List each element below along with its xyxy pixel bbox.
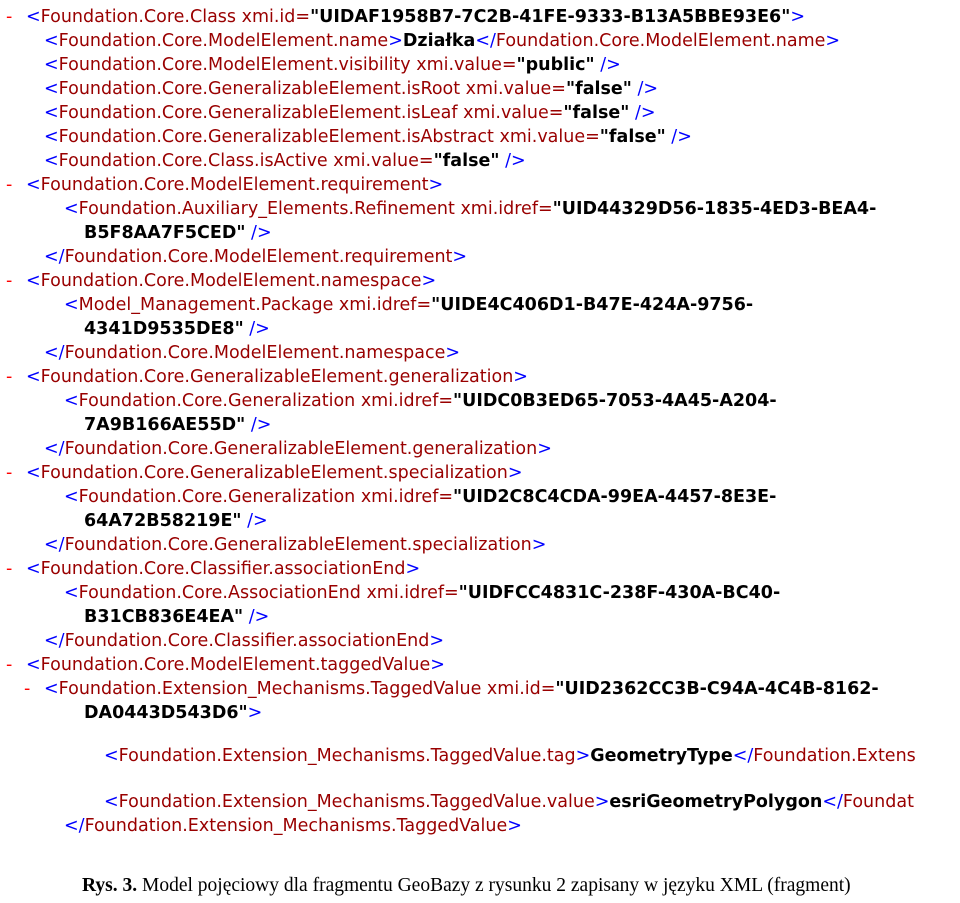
collapse-toggle[interactable]: - xyxy=(6,655,13,675)
xml-tag-name: Foundation.Core.Class xyxy=(40,7,237,27)
xml-tag-name: Foundation.Extension_Mechanisms.TaggedValue.tag xyxy=(118,746,576,766)
xml-line-content xyxy=(44,630,444,652)
xml-punctuation: < xyxy=(26,463,41,483)
xml-attribute: xmi.idref= xyxy=(355,391,454,411)
xml-line-content xyxy=(64,582,780,604)
xml-punctuation: /> xyxy=(665,127,692,147)
caption-label: Rys. 3. xyxy=(82,875,138,896)
collapse-toggle[interactable]: - xyxy=(6,559,13,579)
xml-line-content xyxy=(84,510,268,532)
xml-punctuation: > xyxy=(507,463,523,483)
xml-line-content xyxy=(84,414,271,436)
xml-punctuation: > xyxy=(247,703,263,723)
xml-tag-name: Foundation.Core.ModelElement.namespace xyxy=(40,271,422,291)
xml-punctuation: < xyxy=(64,391,79,411)
xml-punctuation: > xyxy=(575,746,591,766)
xml-punctuation: > xyxy=(445,343,461,363)
xml-attribute: xmi.value= xyxy=(457,103,564,123)
xml-line-content xyxy=(104,791,914,813)
xml-attribute-value: 64A72B58219E" xyxy=(84,511,242,531)
xml-punctuation: </ xyxy=(44,631,65,651)
xml-punctuation: < xyxy=(64,583,79,603)
xml-line-content xyxy=(64,486,776,508)
xml-tag-name: Foundat xyxy=(842,792,914,812)
xml-punctuation: > xyxy=(825,31,841,51)
xml-punctuation: < xyxy=(26,7,41,27)
xml-tag-name: Foundation.Extension_Mechanisms.TaggedValue xyxy=(84,816,508,836)
xml-attribute: xmi.value= xyxy=(410,55,517,75)
xml-attribute-value: "false" xyxy=(565,79,632,99)
xml-punctuation: > xyxy=(513,367,528,387)
xml-punctuation: > xyxy=(790,7,806,27)
xml-line-content xyxy=(44,30,840,52)
collapse-toggle[interactable]: - xyxy=(24,679,31,699)
xml-tag-name: Foundation.Core.Classifier.associationEnd xyxy=(40,559,406,579)
xml-punctuation: > xyxy=(531,535,547,555)
xml-line-content xyxy=(64,198,876,220)
xml-punctuation: > xyxy=(429,631,445,651)
xml-punctuation: </ xyxy=(822,792,843,812)
collapse-toggle[interactable]: - xyxy=(6,175,13,195)
xml-line-content xyxy=(84,222,272,244)
xml-punctuation: < xyxy=(44,103,59,123)
xml-attribute-value: 4341D9535DE8" xyxy=(84,319,244,339)
xml-attribute-value: 7A9B166AE55D" xyxy=(84,415,246,435)
xml-punctuation: > xyxy=(452,247,468,267)
xml-tag-name: Foundation.Core.Generalization xyxy=(78,391,356,411)
xml-tag-name: Foundation.Core.GeneralizableElement.isRoot xyxy=(58,79,461,99)
xml-tag-name: Foundation.Core.Generalization xyxy=(78,487,356,507)
xml-tag-name: Foundation.Extens xyxy=(753,746,916,766)
xml-punctuation: < xyxy=(26,367,41,387)
xml-punctuation: > xyxy=(537,439,552,459)
xml-line-content xyxy=(44,102,656,124)
xml-punctuation: < xyxy=(64,199,79,219)
xml-punctuation: < xyxy=(104,746,119,766)
xml-punctuation: > xyxy=(430,655,445,675)
xml-punctuation: </ xyxy=(44,343,65,363)
xml-line-content xyxy=(64,390,777,412)
xml-tag-name: Foundation.Core.Classifier.associationEnd xyxy=(64,631,430,651)
collapse-toggle[interactable]: - xyxy=(6,271,13,291)
xml-attribute-value: "UID2362CC3B-C94A-4C4B-8162- xyxy=(555,679,879,699)
xml-attribute-value: "UID44329D56-1835-4ED3-BEA4- xyxy=(552,199,877,219)
xml-attribute-value: "UIDFCC4831C-238F-430A-BC40- xyxy=(458,583,781,603)
xml-punctuation: < xyxy=(44,151,59,171)
xml-tag-name: Foundation.Core.ModelElement.taggedValue xyxy=(40,655,431,675)
xml-line-content xyxy=(44,126,692,148)
xml-punctuation: > xyxy=(388,31,403,51)
xml-punctuation: /> xyxy=(499,151,526,171)
xml-line-content xyxy=(26,558,420,580)
xml-punctuation: > xyxy=(421,271,437,291)
xml-attribute-value: "false" xyxy=(433,151,500,171)
xml-tag-name: Foundation.Core.GeneralizableElement.specialization xyxy=(64,535,532,555)
xml-punctuation: < xyxy=(64,487,79,507)
xml-punctuation: /> xyxy=(631,79,659,99)
xml-punctuation: > xyxy=(428,175,444,195)
xml-line-content xyxy=(64,815,522,837)
xml-punctuation: /> xyxy=(243,607,270,627)
xml-tag-name: Foundation.Core.Class.isActive xyxy=(58,151,328,171)
xml-punctuation: </ xyxy=(44,535,65,555)
xml-attribute: xmi.id= xyxy=(481,679,556,699)
xml-attribute-value: B31CB836E4EA" xyxy=(84,607,244,627)
xml-tag-name: Foundation.Core.ModelElement.requirement xyxy=(64,247,453,267)
figure-caption xyxy=(82,873,851,899)
xml-tag-name: Foundation.Core.ModelElement.requirement xyxy=(40,175,429,195)
xml-attribute: xmi.value= xyxy=(327,151,434,171)
xml-tag-name: Model_Management.Package xyxy=(78,295,334,315)
xml-attribute: xmi.idref= xyxy=(360,583,459,603)
xml-attribute: xmi.idref= xyxy=(333,295,432,315)
xml-attribute: xmi.id= xyxy=(236,7,311,27)
xml-tag-name: Foundation.Core.ModelElement.name xyxy=(495,31,826,51)
xml-line-content xyxy=(26,462,523,484)
xml-attribute-value: DA0443D543D6" xyxy=(84,703,248,723)
xml-attribute: xmi.value= xyxy=(493,127,600,147)
xml-tag-name: Foundation.Extension_Mechanisms.TaggedValue.value xyxy=(118,792,595,812)
xml-tag-name: Foundation.Core.GeneralizableElement.generalization xyxy=(40,367,514,387)
xml-line-content xyxy=(44,678,879,700)
xml-tag-name: Foundation.Core.AssociationEnd xyxy=(78,583,361,603)
xml-attribute-value: "UIDC0B3ED65-7053-4A45-A204- xyxy=(453,391,777,411)
xml-line-content xyxy=(26,654,445,676)
xml-punctuation: < xyxy=(26,655,41,675)
xml-punctuation: /> xyxy=(245,223,272,243)
xml-tag-name: Foundation.Core.ModelElement.namespace xyxy=(64,343,446,363)
xml-line-content xyxy=(44,342,460,364)
xml-attribute-value: "false" xyxy=(563,103,630,123)
xml-punctuation: </ xyxy=(64,816,85,836)
xml-line-content xyxy=(44,78,658,100)
xml-attribute-value: "public" xyxy=(516,55,595,75)
xml-tag-name: Foundation.Core.GeneralizableElement.isAbstract xyxy=(58,127,494,147)
xml-line-content xyxy=(26,6,805,28)
xml-punctuation: < xyxy=(44,679,59,699)
xml-punctuation: > xyxy=(594,792,610,812)
xml-tag-name: Foundation.Core.ModelElement.name xyxy=(58,31,389,51)
xml-line-content xyxy=(44,54,621,76)
xml-tag-name: Foundation.Auxiliary_Elements.Refinement xyxy=(78,199,455,219)
xml-tag-name: Foundation.Extension_Mechanisms.TaggedValue xyxy=(58,679,482,699)
caption-text: Model pojęciowy dla fragmentu GeoBazy z rysunku 2 zapisany w języku XML (fragment) xyxy=(137,875,851,896)
xml-attribute-value: B5F8AA7F5CED" xyxy=(84,223,246,243)
xml-punctuation: </ xyxy=(475,31,496,51)
xml-attribute-value: "UIDAF1958B7-7C2B-41FE-9333-B13A5BBE93E6" xyxy=(310,7,791,27)
xml-line-content xyxy=(84,606,269,628)
xml-text: Działka xyxy=(402,31,476,51)
xml-punctuation: /> xyxy=(594,55,621,75)
xml-line-content xyxy=(44,150,526,172)
collapse-toggle[interactable]: - xyxy=(6,367,13,387)
xml-text: esriGeometryPolygon xyxy=(609,792,823,812)
xml-tag-name: Foundation.Core.GeneralizableElement.isLeaf xyxy=(58,103,458,123)
xml-tag-name: Foundation.Core.ModelElement.visibility xyxy=(58,55,411,75)
xml-attribute-value: "UID2C8C4CDA-99EA-4457-8E3E- xyxy=(453,487,777,507)
xml-punctuation: </ xyxy=(44,247,65,267)
xml-line-content xyxy=(104,745,916,767)
xml-punctuation: < xyxy=(104,792,119,812)
xml-punctuation: < xyxy=(44,31,59,51)
xml-punctuation: < xyxy=(26,559,41,579)
xml-punctuation: /> xyxy=(629,103,656,123)
xml-attribute: xmi.idref= xyxy=(454,199,553,219)
xml-punctuation: < xyxy=(26,271,41,291)
xml-line-content xyxy=(44,246,467,268)
xml-line-content xyxy=(44,438,552,460)
xml-punctuation: < xyxy=(44,127,59,147)
xml-line-content xyxy=(26,270,436,292)
xml-punctuation: > xyxy=(507,816,522,836)
xml-line-content xyxy=(64,294,753,316)
xml-attribute: xmi.idref= xyxy=(355,487,454,507)
xml-punctuation: < xyxy=(44,79,59,99)
xml-attribute: xmi.value= xyxy=(460,79,566,99)
xml-punctuation: < xyxy=(26,175,41,195)
xml-tag-name: Foundation.Core.GeneralizableElement.specialization xyxy=(40,463,508,483)
xml-tag-name: Foundation.Core.GeneralizableElement.generalization xyxy=(64,439,538,459)
xml-line-content xyxy=(84,318,270,340)
xml-punctuation: < xyxy=(44,55,59,75)
xml-line-content xyxy=(84,702,262,724)
xml-punctuation: /> xyxy=(243,319,270,339)
xml-punctuation: /> xyxy=(241,511,268,531)
xml-line-content xyxy=(44,534,546,556)
xml-line-content xyxy=(26,366,528,388)
xml-punctuation: > xyxy=(405,559,421,579)
collapse-toggle[interactable]: - xyxy=(6,463,13,483)
xml-punctuation: < xyxy=(64,295,79,315)
xml-attribute-value: "false" xyxy=(599,127,666,147)
xml-punctuation: </ xyxy=(732,746,754,766)
xml-attribute-value: "UIDE4C406D1-B47E-424A-9756- xyxy=(431,295,754,315)
xml-punctuation: </ xyxy=(44,439,65,459)
xml-line-content xyxy=(26,174,443,196)
collapse-toggle[interactable]: - xyxy=(6,7,13,27)
xml-punctuation: /> xyxy=(245,415,272,435)
xml-text: GeometryType xyxy=(590,746,733,766)
